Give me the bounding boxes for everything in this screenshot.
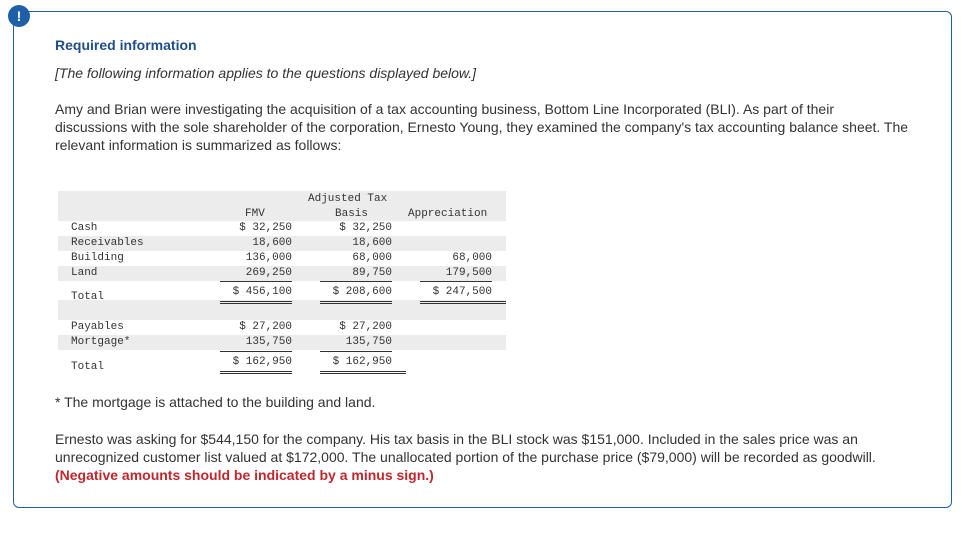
section-subheading: [The following information applies to the questions displayed below.] — [55, 65, 477, 81]
table-row: Building 136,000 68,000 68,000 — [71, 252, 492, 264]
header-basis-line2: Basis — [335, 208, 369, 220]
table-row: Cash $ 32,250 $ 32,250 — [71, 222, 392, 234]
details-paragraph — [55, 430, 915, 484]
alert-icon: ! — [8, 5, 30, 27]
subtotal-line-fmv — [220, 281, 292, 282]
total-double-line-basis — [320, 371, 406, 374]
total-double-line-fmv — [220, 371, 292, 374]
table-row-values: $ 456,100 $ 208,600 $ 247,500 — [232, 286, 492, 298]
total-double-line-fmv — [220, 301, 292, 304]
subtotal-line-fmv — [220, 351, 292, 352]
section-heading: Required information — [55, 37, 197, 53]
details-text: Ernesto was asking for $544,150 for the company. His tax basis in the BLI stock was $151,000. Included in the sales price was an unrecognized customer list valued at $172,000. The unallocated portion of the purchase price ($79,000) will be recorded as goodwill. — [55, 431, 876, 465]
footnote: * The mortgage is attached to the building and land. — [55, 394, 376, 410]
table-row: Mortgage* 135,750 135,750 — [58, 335, 506, 350]
spacer-row — [58, 308, 506, 320]
subtotal-line-basis — [320, 351, 392, 352]
subtotal-line-basis — [320, 281, 392, 282]
header-fmv: FMV — [245, 208, 265, 220]
table-row: Land 269,250 89,750 179,500 — [58, 266, 506, 281]
subtotal-line-appreciation — [420, 281, 492, 282]
table-row: Payables $ 27,200 $ 27,200 — [71, 321, 392, 333]
header-basis-line1: Adjusted Tax — [308, 193, 388, 205]
total-double-line-basis — [320, 301, 392, 304]
table-row-values: $ 162,950 $ 162,950 — [232, 356, 392, 368]
negative-amounts-note: (Negative amounts should be indicated by a minus sign.) — [55, 467, 434, 483]
total-double-line-appreciation — [420, 301, 506, 304]
intro-paragraph: Amy and Brian were investigating the acquisition of a tax accounting business, Bottom Line Incorporated (BLI). As part of their discussions with the sole shareholder of the corporation, Ernesto Young, they examined the company's tax accounting balance sheet. The relevant information is summarized as follows: — [55, 101, 909, 153]
header-appreciation: Appreciation — [408, 208, 488, 220]
header-row-1 — [58, 191, 506, 206]
liabilities-total-label: Total — [71, 361, 105, 373]
assets-total-label: Total — [71, 291, 105, 303]
table-row: Receivables 18,600 18,600 — [58, 236, 506, 251]
